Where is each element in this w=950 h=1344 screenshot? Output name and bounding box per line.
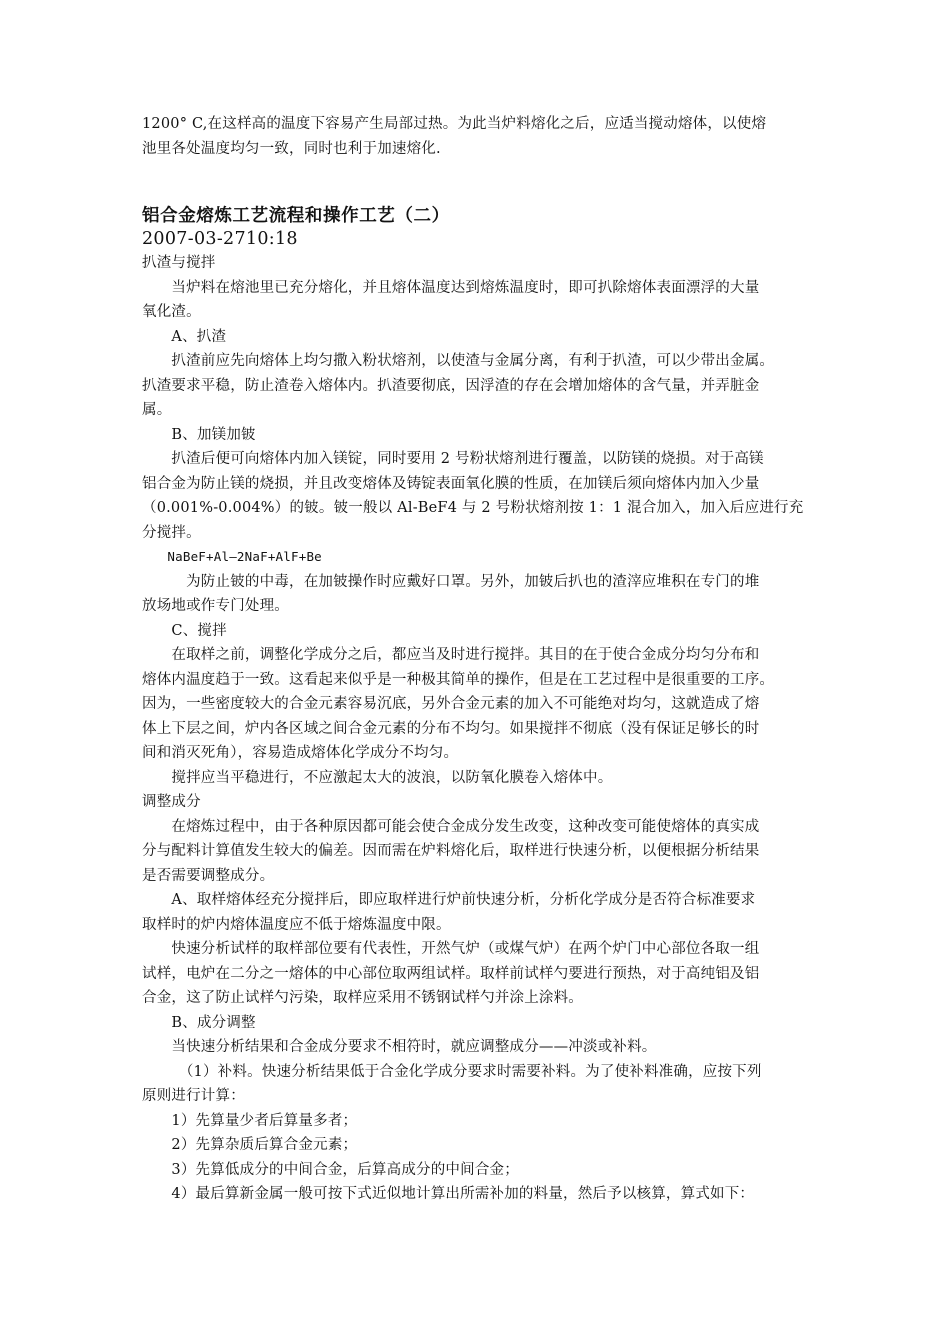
document-page xyxy=(142,112,822,1207)
subsection-heading: B、成分调整 xyxy=(142,1014,256,1031)
text-line: 氧化渣。 xyxy=(142,304,201,320)
subsection-heading: B、加镁加铍 xyxy=(142,426,256,443)
text-line: 合金，这了防止试样勺污染，取样应采用不锈钢试样勺并涂上涂料。 xyxy=(142,990,583,1006)
text-line: 放场地或作专门处理。 xyxy=(142,598,289,614)
text-line: 在取样之前，调整化学成分之后，都应当及时进行搅拌。其目的在于使合金成分均匀分布和 xyxy=(142,647,760,663)
subsection-heading: A、扒渣 xyxy=(142,328,227,345)
text-line: 分搅拌。 xyxy=(142,524,201,541)
text-line: 取样时的炉内熔体温度应不低于熔炼温度中限。 xyxy=(142,916,451,933)
text-line: A、取样熔体经充分搅拌后，即应取样进行炉前快速分析，分析化学成分是否符合标准要求 xyxy=(142,892,756,908)
text-line: 当快速分析结果和合金成分要求不相符时，就应调整成分——冲淡或补料。 xyxy=(142,1039,657,1055)
text-line: 搅拌应当平稳进行，不应激起太大的波浪，以防氧化膜卷入熔体中。 xyxy=(142,769,613,786)
subsection-heading: C、搅拌 xyxy=(142,622,227,639)
article-title: 铝合金熔炼工艺流程和操作工艺（二） xyxy=(142,206,450,226)
text-line: 体上下层之间，炉内各区域之间合金元素的分布不均匀。如果搅拌不彻底（没有保证足够长的时 xyxy=(142,720,760,737)
text-line: 铝合金为防止镁的烧损，并且改变熔体及铸锭表面氧化膜的性质，在加镁后须向熔体内加入少量 xyxy=(142,475,760,492)
text-line: （0.001%-0.004%）的铍。铍一般以 Al-BeF4 与 2 号粉状熔剂按 1：1 混合加入，加入后应进行充 xyxy=(142,500,804,516)
text-line: （1）补料。快速分析结果低于合金化学成分要求时需要补料。为了使补料准确，应按下列 xyxy=(142,1063,762,1080)
text-line: 是否需要调整成分。 xyxy=(142,867,275,884)
article-date: 2007-03-2710:18 xyxy=(142,229,298,249)
list-item: 3）先算低成分的中间合金，后算高成分的中间合金； xyxy=(142,1161,519,1178)
text-line: 扒渣前应先向熔体上均匀撒入粉状熔剂，以使渣与金属分离，有利于扒渣，可以少带出金属。 xyxy=(142,353,775,369)
text-line: 快速分析试样的取样部位要有代表性，开然气炉（或煤气炉）在两个炉门中心部位各取一组 xyxy=(142,941,760,957)
text-line: 扒渣要求平稳，防止渣卷入熔体内。扒渣要彻底，因浮渣的存在会增加熔体的含气量，并弄脏金 xyxy=(142,377,760,394)
article-body xyxy=(142,251,822,1207)
text-line: 在熔炼过程中，由于各种原因都可能会使合金成分发生改变，这种改变可能使熔体的真实成 xyxy=(142,818,760,835)
text-line: 间和消灭死角），容易造成熔体化学成分不均匀。 xyxy=(142,745,459,761)
list-item: 4）最后算新金属一般可按下式近似地计算出所需补加的料量，然后予以核算，算式如下： xyxy=(142,1186,755,1202)
text-line: 分与配料计算值发生较大的偏差。因而需在炉料熔化后，取样进行快速分析，以便根据分析结果 xyxy=(142,843,760,859)
list-item: 2）先算杂质后算合金元素； xyxy=(142,1137,358,1153)
text-line: 池里各处温度均匀一致，同时也利于加速熔化. xyxy=(142,140,441,157)
section-heading: 调整成分 xyxy=(142,794,201,810)
section-heading: 扒渣与搅拌 xyxy=(142,255,216,271)
text-line: 原则进行计算： xyxy=(142,1088,245,1104)
text-line: 1200° C,在这样高的温度下容易产生局部过热。为此当炉料熔化之后，应适当搅动熔体，以使熔 xyxy=(142,116,767,132)
text-line: 当炉料在熔池里已充分熔化，并且熔体温度达到熔炼温度时，即可扒除熔体表面漂浮的大量 xyxy=(142,279,760,296)
list-item: 1）先算量少者后算量多者； xyxy=(142,1112,358,1129)
intro-paragraph xyxy=(142,112,822,161)
text-line: 因为，一些密度较大的合金元素容易沉底，另外合金元素的加入不可能绝对均匀，这就造成了熔 xyxy=(142,696,760,712)
text-line: 扒渣后便可向熔体内加入镁锭，同时要用 2 号粉状熔剂进行覆盖，以防镁的烧损。对于高镁 xyxy=(142,451,764,467)
text-line: 为防止铍的中毒，在加铍操作时应戴好口罩。另外，加铍后扒也的渣滓应堆积在专门的堆 xyxy=(142,573,760,590)
chemical-formula: NaBeF+Al—2NaF+AlF+Be xyxy=(142,549,322,564)
text-line: 试样，电炉在二分之一熔体的中心部位取两组试样。取样前试样勺要进行预热，对于高纯铝及铝 xyxy=(142,965,760,982)
text-line: 属。 xyxy=(142,402,172,418)
text-line: 熔体内温度趋于一致。这看起来似乎是一种极其简单的操作，但是在工艺过程中是很重要的工序。 xyxy=(142,671,775,688)
